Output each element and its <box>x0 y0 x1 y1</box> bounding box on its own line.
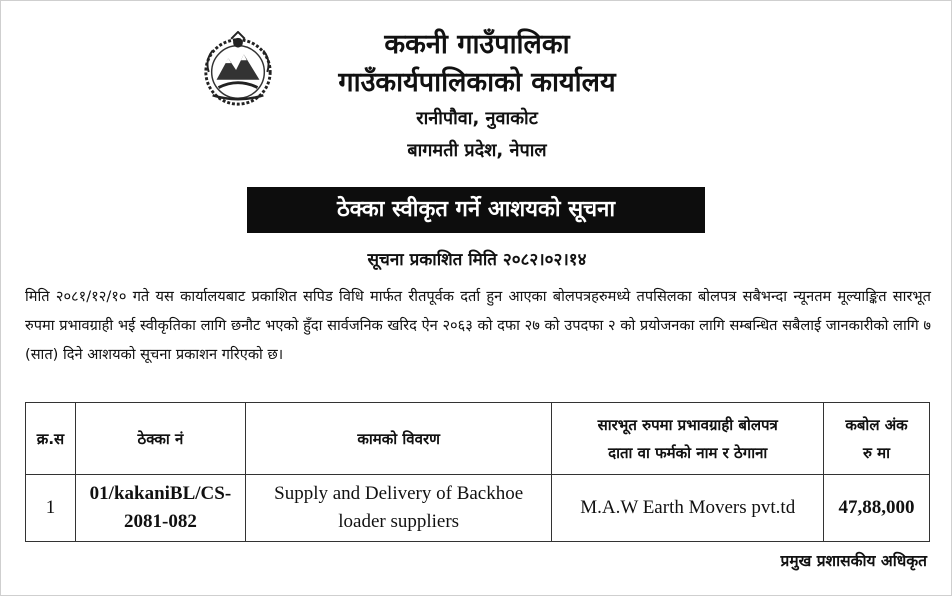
cell-sn: 1 <box>26 475 76 542</box>
header-contract-no: ठेक्का नं <box>75 403 245 475</box>
cell-contract-no <box>75 475 245 542</box>
header-work-description: कामको विवरण <box>245 403 552 475</box>
address-line-2: बागमती प्रदेश, नेपाल <box>407 140 547 161</box>
cell-work-description <box>245 475 552 542</box>
header-amount-line-2: रु मा <box>862 443 891 462</box>
signatory-title: प्रमुख प्रशासकीय अधिकृत <box>780 552 927 570</box>
cell-contract-no-line-1: 01/kakaniBL/CS- <box>89 483 232 504</box>
notice-title-banner: ठेक्का स्वीकृत गर्ने आशयको सूचना <box>247 187 705 233</box>
header-bidder <box>552 403 824 475</box>
letterhead <box>1 27 952 167</box>
header-bidder-line-1: सारभूत रुपमा प्रभावग्राही बोलपत्र <box>597 415 778 434</box>
cell-work-line-1: Supply and Delivery of Backhoe <box>274 483 524 504</box>
notice-paragraph: मिति २०८१/१२/१० गते यस कार्यालयबाट प्रकाशित सपिड विधि मार्फत रीतपूर्वक दर्ता हुन आएका बोलपत्रहरुमध्ये तपसिलका बोलपत्र सबैभन्दा न्यूनतम मूल्याङ्कित सारभूत रुपमा प्रभावग्राही भई स्वीकृतिका लागि छनौट भएको हुँदा सार्वजनिक खरिद ऐन २०६३ को दफा २७ को उपदफा २ को प्रयोजनका लागि सम्बन्धित सबैलाई जानकारीको लागि ७ (सात) दिने आशयको सूचना प्रकाशन गरिएको छ। <box>25 288 931 363</box>
cell-amount: 47,88,000 <box>824 475 930 542</box>
header-amount-line-1: कबोल अंक <box>845 415 908 434</box>
cell-work-line-2: loader suppliers <box>338 511 460 532</box>
municipality-name: ककनी गाउँपालिका <box>384 29 570 60</box>
office-name: गाउँकार्यपालिकाको कार्यालय <box>338 67 616 98</box>
header-sn: क्र.स <box>26 403 76 475</box>
address-line-1: रानीपौवा, नुवाकोट <box>416 108 538 129</box>
award-table <box>25 402 930 542</box>
publication-date: सूचना प्रकाशित मिति २०८२।०२।१४ <box>367 250 587 270</box>
cell-bidder: M.A.W Earth Movers pvt.td <box>552 475 824 542</box>
table-row <box>26 475 930 542</box>
header-bidder-line-2: दाता वा फर्मको नाम र ठेगाना <box>608 443 768 462</box>
header-amount <box>824 403 930 475</box>
cell-contract-no-line-2: 2081-082 <box>124 511 197 532</box>
table-header-row <box>26 403 930 475</box>
